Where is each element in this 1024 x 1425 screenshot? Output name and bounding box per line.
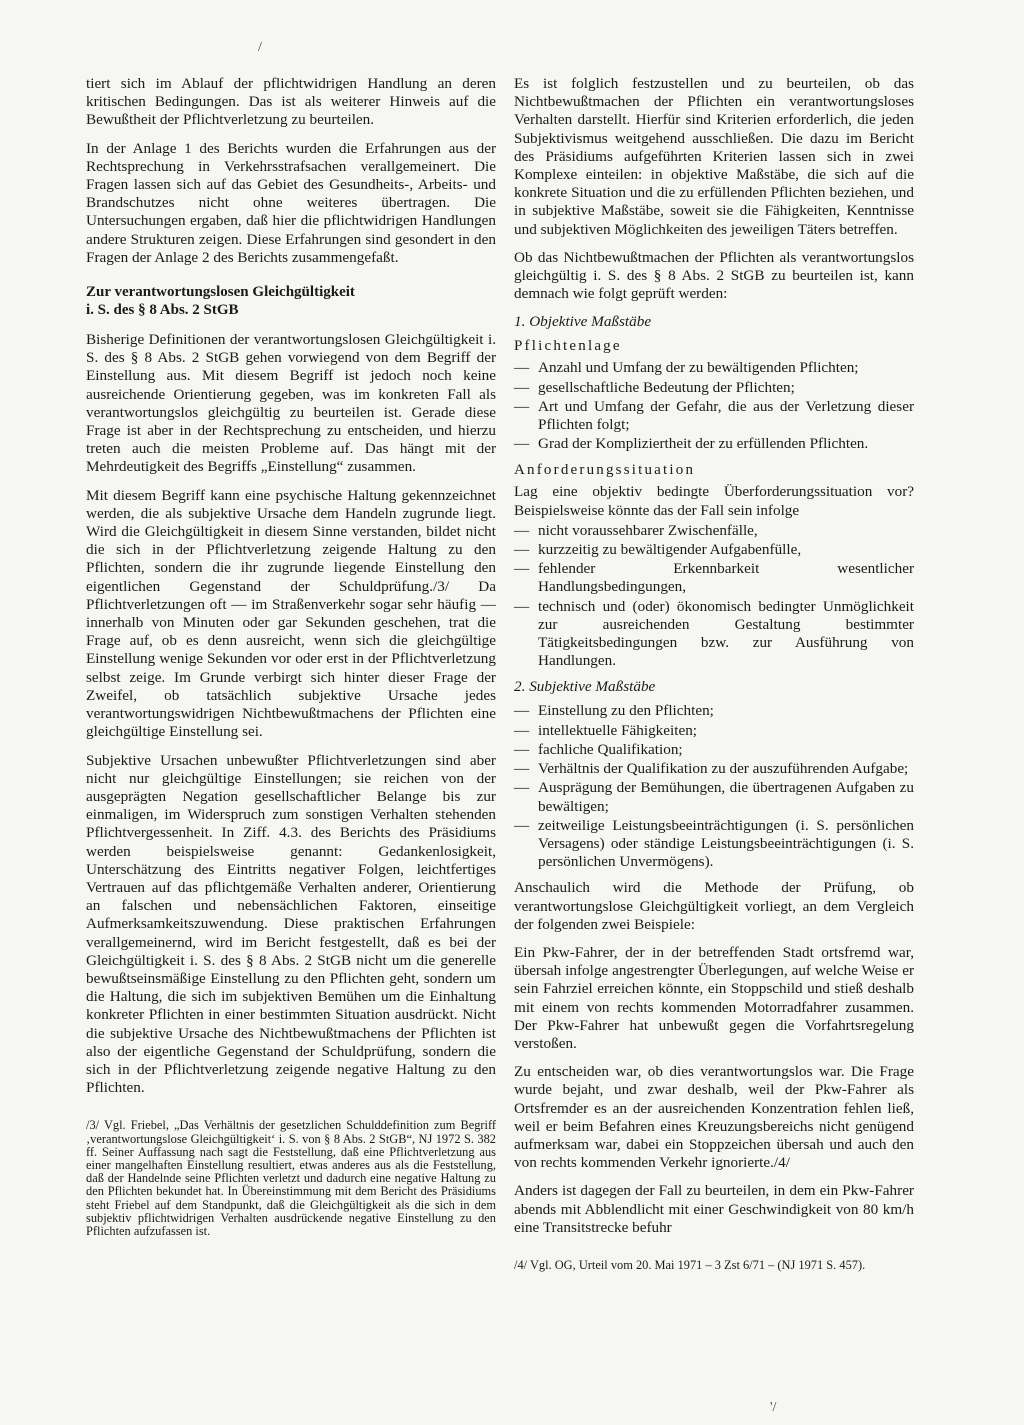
list-anforderungssituation <box>514 522 914 671</box>
list-item: — fehlender Erkennbarkeit wesentlicher Handlungsbedingungen, <box>514 560 914 596</box>
list-item: — Anzahl und Umfang der zu bewältigenden Pflichten; <box>514 359 914 377</box>
paragraph: Anders ist dagegen der Fall zu beurteilen, in dem ein Pkw-Fahrer abends mit Abblendlicht mit einer Geschwindigkeit von 80 km/h eine Transitstrecke befuhr <box>514 1182 914 1236</box>
paragraph: Anschaulich wird die Methode der Prüfung, ob verantwortungslose Gleichgültigkeit vorliegt, an dem Vergleich der folgenden zwei Beispiele: <box>514 879 914 933</box>
heading-line: Zur verantwortungslosen Gleichgültigkeit <box>86 284 355 301</box>
section-objective-criteria: 1. Objektive Maßstäbe <box>514 313 652 331</box>
list-item: — Ausprägung der Bemühungen, die übertragenen Aufgaben zu bewältigen; <box>514 779 914 815</box>
subheading-anforderungssituation: Anforderungssituation <box>514 462 696 479</box>
bottom-margin-mark: '/ <box>770 1400 777 1415</box>
footnote-3: /3/ Vgl. Friebel, „Das Verhältnis der gesetzlichen Schulddefinition zum Begriff ‚verantwortungslose Gleichgültigkeit‘ i. S. von § 8 Abs. 2 StGB“, NJ 1972 S. 382 ff. Seiner Auffassung nach sagt die Feststellung, daß eine Pflichtverletzung aus einer mangelhaften Einstellung resultiert, etwas anderes aus als die Feststellung, daß der Handelnde seine Pflichten verletzt und dadurch eine negative Haltung zu den Pflichten bekundet hat. In Übereinstimmung mit dem Bericht des Präsidiums steht Friebel auf dem Standpunkt, daß die Gleichgültigkeit als die sich in dem subjektiv pflichtwidrigen Verhalten ausdrückende negative Einstellung zu den Pflichten aufzufassen ist. <box>86 1118 496 1238</box>
list-item: — kurzzeitig zu bewältigender Aufgabenfülle, <box>514 541 914 559</box>
section-heading <box>86 283 496 319</box>
paragraph: Subjektive Ursachen unbewußter Pflichtverletzungen sind aber nicht nur gleichgültige Einstellungen; sie reichen von der ausgeprägten Negation gesellschaftlicher Belange bis zur einmaligen, im Widerspruch zum sonstigen Verhalten stehenden Pflichtvergessenheit. In Ziff. 4.3. des Berichts des Präsidiums werden beispielsweise genannt: Gedankenlosigkeit, Unterschätzung des Eintritts negativer Folgen, leichtfertiges Vertrauen auf das pflichtgemäße Verhalten anderer, Orientierung an falschen und nebensächlichen Faktoren, einseitige Aufmerksamkeitszuwendung. Diese praktischen Erfahrungen verallgemeinernd, wird im Bericht festgestellt, daß es bei der Gleichgültigkeit i. S. des § 8 Abs. 2 StGB nicht um die generelle bewußtseinsmäßige Einstellung zu den Pflichten geht, sondern um die Haltung, die sich im subjektiven Bemühen um die Einhaltung konkreter Pflichten in einer bestimmten Situation ausdrückt. Nicht die subjektive Ursache des Nichtbewußtmachens der Pflichten ist also der eigentliche Gegenstand der Schuldprüfung, sondern die sich in der Pflichtverletzung zeigende negative Haltung zu den Pflichten. <box>86 751 496 1097</box>
list-item: — gesellschaftliche Bedeutung der Pflichten; <box>514 379 914 397</box>
right-column <box>514 75 914 1280</box>
paragraph: Ein Pkw-Fahrer, der in der betreffenden Stadt ortsfremd war, übersah infolge angestrengter Überlegungen, auf welche Weise er sein Fahrziel erreichen könnte, ein Stoppschild und stieß deshalb mit einem von rechts kommenden Motorradfahrer zusammen. Der Pkw-Fahrer hat unbewußt gegen die Vorfahrtsregelung verstoßen. <box>514 943 914 1052</box>
paragraph: In der Anlage 1 des Berichts wurden die Erfahrungen aus der Rechtsprechung in Verkehrsstrafsachen verallgemeinert. Die Fragen lassen sich auf das Gebiet des Gesundheits-, Arbeits- und Brandschutzes nicht ohne weiteres übertragen. Die Untersuchungen ergaben, daß hier die pflichtwidrigen Handlungen andere Strukturen zeigen. Diese Erfahrungen sind gesondert in den Fragen der Anlage 2 des Berichts zusammengefaßt. <box>86 139 496 266</box>
list-item: — technisch und (oder) ökonomisch bedingter Unmöglichkeit zur ausreichenden Gestaltung bestimmter Tätigkeitsbedingungen bzw. zur Ausführung von Handlungen. <box>514 598 914 671</box>
list-item: — Verhältnis der Qualifikation zu der auszuführenden Aufgabe; <box>514 760 914 778</box>
heading-line: i. S. des § 8 Abs. 2 StGB <box>86 302 239 319</box>
list-item: — fachliche Qualifikation; <box>514 741 914 759</box>
paragraph: Mit diesem Begriff kann eine psychische Haltung gekennzeichnet werden, die als subjektive Ursache dem Handeln zugrunde liegt. Wird die Gleichgültigkeit in diesem Sinne verstanden, bildet nicht die sich in der Pflichtverletzung zeigende Haltung zu den Pflichten, sondern die ihr zugrunde liegende Einstellung den eigentlichen Gegenstand der Schuldprüfung./3/ Da Pflichtverletzungen oft — im Straßenverkehr sogar sehr häufig — innerhalb von Minuten oder gar Sekunden geschehen, trat die Frage auf, ob es denn ausreicht, wenn sich die gleichgültige Einstellung wenige Sekunden vor oder erst in der Pflichtverletzung selbst zeige. Im Grunde verbirgt sich hinter dieser Frage der Zweifel, ob tatsächlich subjektive Ursache jedes verantwortungswidrigen Nichtbewußtmachens der Pflichten eine gleichgültige Einstellung sei. <box>86 486 496 741</box>
paragraph: Lag eine objektiv bedingte Überforderungssituation vor? Beispielsweise könnte das der Fall sein infolge <box>514 483 914 519</box>
list-item: — intellektuelle Fähigkeiten; <box>514 722 914 740</box>
paragraph: tiert sich im Ablauf der pflichtwidrigen Handlung an deren kritischen Bedingungen. Das ist als weiterer Hinweis auf die Bewußtheit der Pflichtverletzung zu beurteilen. <box>86 75 496 129</box>
list-item: — Art und Umfang der Gefahr, die aus der Verletzung dieser Pflichten folgt; <box>514 398 914 434</box>
list-item: — Einstellung zu den Pflichten; <box>514 702 914 720</box>
paragraph: Zu entscheiden war, ob dies verantwortungslos war. Die Frage wurde bejaht, und zwar deshalb, weil der Pkw-Fahrer als Ortsfremder es an der ausreichenden Konzentration fehlen ließ, weil er beim Befahren eines Kreuzungsbereichs nicht genügend aufmerksam war, dabei ein Stoppzeichen übersah und auch den von rechts kommenden Verkehr ignorierte./4/ <box>514 1063 914 1172</box>
list-subjective-criteria <box>514 702 914 871</box>
list-item: — zeitweilige Leistungsbeeinträchtigungen (i. S. persönlichen Versagens) oder ständige Leistungsbeeinträchtigungen (i. S. persönlichen Unvermögens). <box>514 817 914 872</box>
paragraph: Ob das Nichtbewußtmachen der Pflichten als verantwortungslos gleichgültig i. S. des § 8 Abs. 2 StGB zu beurteilen ist, kann demnach wie folgt geprüft werden: <box>514 248 914 303</box>
paragraph: Bisherige Definitionen der verantwortungslosen Gleichgültigkeit i. S. des § 8 Abs. 2 StGB gehen vorwiegend von dem Begriff der Einstellung aus. Mit diesem Begriff ist jedoch noch keine ausreichende Orientierung gegeben, was im konkreten Fall als verantwortungslos gleichgültig zu beurteilen ist. Gerade diese Frage ist aber in der Rechtsprechung zu entscheiden, und hierzu treten auch die meisten Probleme auf. Das hängt mit der Mehrdeutigkeit des Begriffs „Einstellung“ zusammen. <box>86 331 496 476</box>
list-pflichtenlage <box>514 359 914 453</box>
subheading-pflichtenlage: Pflichtenlage <box>514 338 622 355</box>
footnote-4: /4/ Vgl. OG, Urteil vom 20. Mai 1971 – 3 Zst 6/71 – (NJ 1971 S. 457). <box>514 1257 866 1272</box>
section-subjective-criteria: 2. Subjektive Maßstäbe <box>514 678 656 696</box>
left-column <box>86 75 496 1246</box>
top-margin-mark: / <box>258 40 262 55</box>
paragraph: Es ist folglich festzustellen und zu beurteilen, ob das Nichtbewußtmachen der Pflichten ein verantwortungsloses Verhalten darstellt. Hierfür sind Kriterien erforderlich, die jeden Subjektivismus weitgehend ausschließen. Die dazu im Bericht des Präsidiums aufgeführten Kriterien lassen sich in zwei Komplexe einteilen: in objektive Maßstäbe, die sich auf die konkrete Situation und die zu erfüllenden Pflichten beziehen, und in subjektive Maßstäbe, soweit sie die Fähigkeiten, Kenntnisse und subjektiven Möglichkeiten des jeweiligen Täters betreffen. <box>514 75 914 238</box>
list-item: — nicht voraussehbarer Zwischenfälle, <box>514 522 914 540</box>
list-item: — Grad der Kompliziertheit der zu erfüllenden Pflichten. <box>514 435 914 453</box>
